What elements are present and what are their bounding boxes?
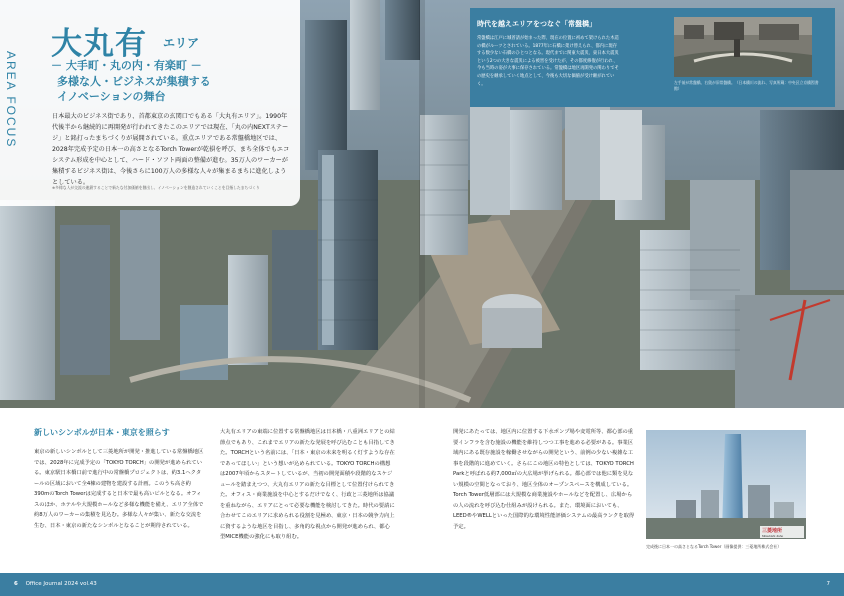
title-text: 大丸有 — [51, 26, 147, 62]
historic-photo-caption: 左手前が常盤橋、右奥が旧常盤橋。（日本橋川の流れ、写真所蔵：中央区立京橋図書館） — [674, 80, 819, 91]
sidebar-info-box — [470, 8, 835, 107]
info-box-heading: 時代を越えエリアをつなぐ「常盤橋」 — [477, 20, 596, 28]
intro-paragraph: 日本最大のビジネス街であり、首都東京の玄関口でもある「大丸有エリア」。1990年代後半から継続的に再開発が行われてきたこのエリアでは現在、「丸の内NEXTステージ」と銘打ったまちづくりが展開されている。重点エリアである常盤橋地区では、2028年完成予定の日本一の高さとなるTorch Towerが乾損を呼び、まち全体でもエコシステム形成を中心として、ハード・ソフト両面の整備が進む。35万人のワーカーが集積するビジネス街は、今後さらに100万人の多様な人々が集まるまちに進化しようとしている。 — [52, 113, 290, 186]
tower-rendering-illustration — [646, 430, 806, 539]
body-column-1: 東京の新しいシンボルとして三菱地所が開発・推進している常盤橋地区では、2028年に完成予定の「TOKYO TORCH」の開発が進められている。東京駅日本橋口前で進行中の常盤橋プロジェクトは、約3.1ヘクタールの区域において全4棟の建物を建設する計画。このうち高さ約390mのTorch Towerは完成すると日本で最も高いビルとなる。オフィスのほか、ホテルや大規模ホールなど多様な機能を備え、エリア全体で約8万人のワーカーの集積を見込む。多様な人々が集い、新たな交流を生む、日本・東京の新たなシンボルとなることが期待されている。 — [34, 449, 204, 529]
historic-photo — [674, 17, 812, 77]
tagline-line-2: イノベーションの舞台 — [57, 90, 166, 103]
body-column-3: 開発にあたっては、地区内に位置する下水ポンプ場や変電所等、都心部の重要インフラを含む施設の機能を維持しつつ工事を進める必要がある。事業区域内にある既存施設を稼働させながらの開発という、前例の少ない複雑な工事を段階的に進めていく。さらにこの地区の特色としては、TOKYO TORCH Parkと呼ばれる約7,000㎡の大広場が挙げられる。都心部では他に類を見ない規模の空間となっており、地区全体のオープンスペースを構成している。Torch Tower低層部には大規模な商業施設やホールなどを配置し、広場からの人の流れを呼び込む仕組みが設けられる。また、環境面においても、LEED®やWELLといった国際的な環境性能評価システムの最高ランクを取得予定。 — [453, 429, 635, 530]
logo-text: 三菱地所 — [762, 528, 783, 534]
column-heading: 新しいシンボルが日本・東京を照らす — [34, 428, 170, 437]
page-number-left: 6 — [14, 581, 18, 587]
title-panel — [0, 0, 300, 206]
footer-left — [14, 581, 97, 587]
tagline-line-1: 多様な人・ビジネスが集積する — [57, 75, 211, 88]
journal-title: Office Journal 2024 vol.43 — [25, 581, 97, 587]
page-number-right: 7 — [826, 581, 830, 587]
torch-tower-rendering — [646, 430, 806, 539]
historic-photo-illustration — [674, 17, 812, 77]
intro-footnote: ※多様な人が交流の連鎖することで新たな付加価値を創出し、イノベーションを創造されていくことを目指したまちづくり — [52, 185, 260, 190]
title-suffix: エリア — [163, 36, 200, 50]
body-column-2: 大丸有エリアの東端に位置する常盤橋地区は日本橋・八重洲エリアとの結節点でもあり、これまでエリアの新たな発展を呼び込むことも目指してきた。TORCHという名前には、「日本・東京の未来を明るく灯すような存在であってほしい」という想いが込められている。TOKYO TORCHの構想は2007年頃からスタートしているが、当初の開発面積や段階的なスケジュールを踏まえつつ、大丸有エリアの新たな目標として位置付けられてきた。オフィス・商業施設を中心とするだけでなく、行政と三菱地所は協議を重ねながら、エリアにとって必要な機能を検討してきた。時代の要請に合わせてこのエリアに求められる役割を見極め、東京・日本の競争力向上に資するような地区を目指し、多角的な視点から開発が進められ、都心型MICE機能の強化にも取り組む。 — [220, 429, 395, 540]
area-focus-text: AREA FOCUS — [4, 51, 18, 149]
tagline — [57, 74, 211, 104]
rendering-caption: 完成後に日本一の高さとなるTorch Tower（画像提供：三菱地所株式会社） — [646, 544, 782, 549]
area-focus-vertical-label — [0, 48, 26, 158]
info-box-body: 常盤橋は江戸に城普請が始まった際、現在の位置に初めて架けられた木造の橋がルーツとされている。1877年に石橋に架け替えられ、都内に現存する数少ない石橋のひとつとなる。現代までに関東大震災、東日本大震災という2つの大きな震災による被害を受けたが、その都度修復が行われ、今も当時の姿が大事に保存されている。常盤橋は地区再開発の関わりでその歴史を継承していく地点として、今後も大切な価値が受け継がれていく。 — [477, 36, 619, 87]
page-footer — [0, 573, 844, 596]
area-names: － 大手町・丸の内・有楽町 － — [51, 59, 202, 72]
logo-subtext: Mitsubishi Jisho — [762, 534, 784, 538]
